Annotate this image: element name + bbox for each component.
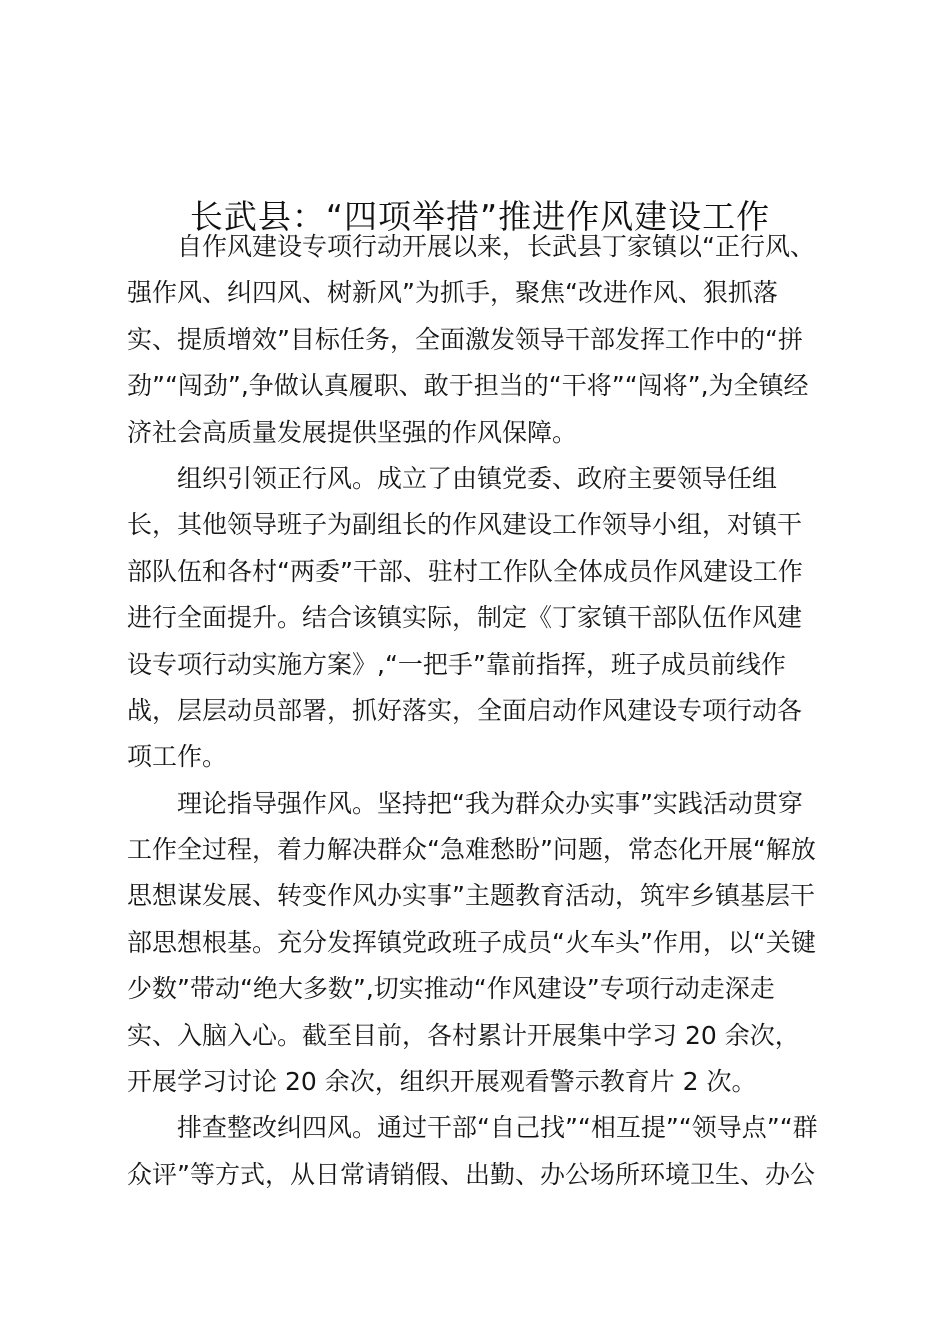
document-body <box>127 224 835 1198</box>
text-line: 济社会高质量发展提供坚强的作风保障。 <box>127 417 578 447</box>
text-line: 长，其他领导班子为副组长的作风建设工作领导小组，对镇干 <box>127 510 803 540</box>
text-line: 强作风、纠四风、树新风”为抓手，聚焦“改进作风、狠抓落 <box>127 278 778 308</box>
text-line: 工作全过程，着力解决群众“急难愁盼”问题，常态化开展“解放 <box>127 835 816 865</box>
text-line: 实、提质增效”目标任务，全面激发领导干部发挥工作中的“拼 <box>127 324 803 354</box>
text-line: 劲”“闯劲”,争做认真履职、敢于担当的“干将”“闯将”,为全镇经 <box>127 371 809 401</box>
text-line: 众评”等方式，从日常请销假、出勤、办公场所环境卫生、办公 <box>127 1159 815 1189</box>
text-line: 进行全面提升。结合该镇实际，制定《丁家镇干部队伍作风建 <box>127 603 803 633</box>
paragraph-first-line: 组织引领正行风。成立了由镇党委、政府主要领导任组 <box>177 463 778 493</box>
text-line: 少数”带动“绝大多数”,切实推动“作风建设”专项行动走深走 <box>127 974 775 1004</box>
text-line: 实、入脑入心。截至目前，各村累计开展集中学习 20 余次， <box>127 1020 800 1050</box>
text-line: 战，层层动员部署，抓好落实，全面启动作风建设专项行动各 <box>127 695 803 725</box>
text-line: 思想谋发展、转变作风办实事”主题教育活动，筑牢乡镇基层干 <box>127 881 815 911</box>
paragraph-first-line: 理论指导强作风。坚持把“我为群众办实事”实践活动贯穿 <box>177 788 803 818</box>
document-title: 长武县：“四项举措”推进作风建设工作 <box>189 197 771 237</box>
text-line: 部思想根基。充分发挥镇党政班子成员“火车头”作用，以“关键 <box>127 927 816 957</box>
text-line: 部队伍和各村“两委”干部、驻村工作队全体成员作风建设工作 <box>127 556 803 586</box>
text-line: 项工作。 <box>127 742 228 772</box>
text-line: 设专项行动实施方案》,“一把手”靠前指挥，班子成员前线作 <box>127 649 786 679</box>
text-line: 开展学习讨论 20 余次，组织开展观看警示教育片 2 次。 <box>127 1067 757 1097</box>
paragraph-first-line: 自作风建设专项行动开展以来，长武县丁家镇以“正行风、 <box>177 232 815 261</box>
paragraph-first-line: 排查整改纠四风。通过干部“自己找”“相互提”“领导点”“群 <box>177 1113 818 1143</box>
